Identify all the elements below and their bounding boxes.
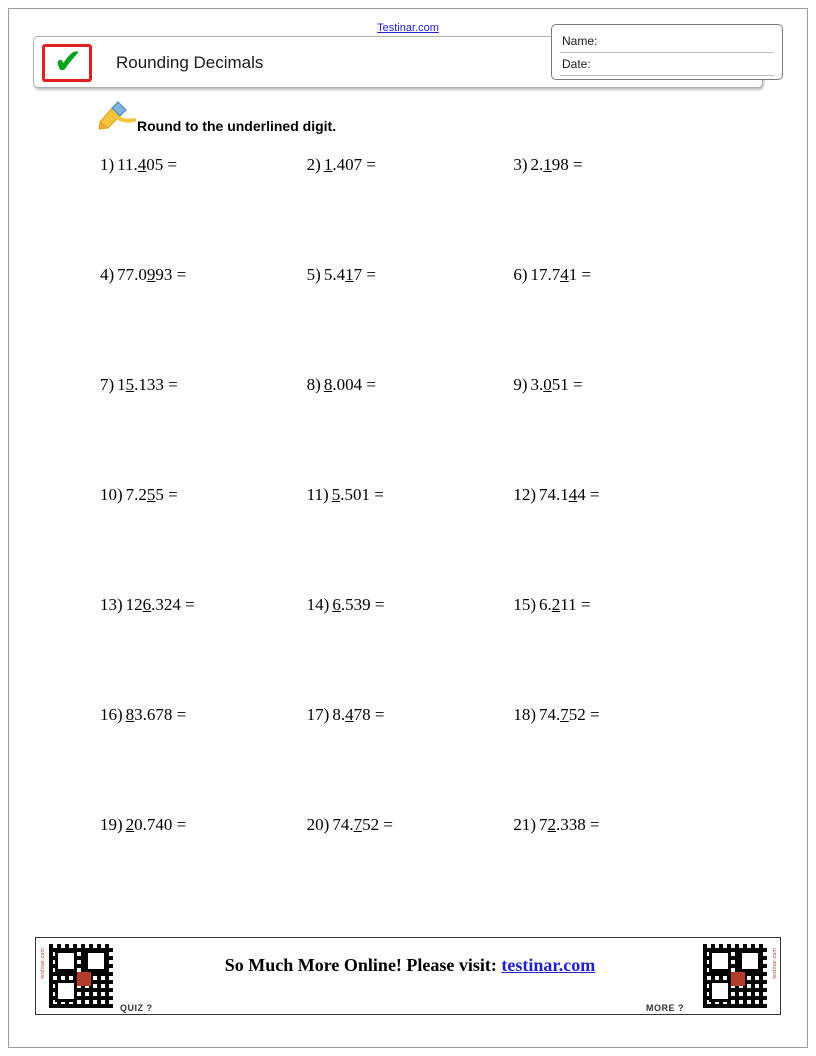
problem-item [307,155,514,265]
problem-underlined-digit: 4 [345,705,354,724]
problem-pre: 5.4 [323,265,346,284]
qr-finder-icon [709,980,731,1002]
problem-underlined-digit: 0 [543,375,552,394]
footer-promo [150,955,670,976]
problem-pre: 11. [117,155,138,174]
problem-post: 7 = [353,265,376,284]
problem-number: 13) [100,595,123,614]
problem-post: .539 = [340,595,385,614]
problem-pre: 2. [530,155,544,174]
qr-code-quiz[interactable] [46,941,116,1011]
date-label: Date: [562,57,591,71]
problem-post: .501 = [340,485,384,504]
problem-underlined-digit: 7 [353,815,363,834]
problem-number: 10) [100,485,123,504]
problem-item [100,815,307,925]
problem-pre: 77.0 [117,265,147,284]
problem-underlined-digit: 7 [560,705,569,724]
problem-number: 19) [100,815,123,834]
qr-finder-icon [709,950,731,972]
problems-grid [100,155,720,925]
problem-post: 98 = [551,155,583,174]
problem-underlined-digit: 8 [323,375,333,394]
problem-post: 93 = [155,265,187,284]
problem-number: 5) [306,265,321,284]
problem-item [513,705,720,815]
problem-underlined-digit: 4 [568,485,578,504]
quiz-caption: QUIZ ? [120,1003,153,1013]
problem-post: .004 = [332,375,376,394]
problem-post: 1 = [568,265,592,284]
problem-post: 05 = [146,155,178,174]
problem-post: 3.678 = [134,705,187,724]
instruction-text: Round to the underlined digit. [137,118,337,134]
problem-post: .407 = [332,155,376,174]
problem-number: 14) [306,595,330,614]
check-icon: ✔ [53,42,83,82]
problem-number: 11) [306,485,329,504]
problem-underlined-digit: 4 [137,155,147,174]
qr-center-logo [731,972,745,986]
problem-post: 51 = [551,375,583,394]
problem-number: 3) [513,155,528,174]
problem-pre: 7 [538,815,548,834]
qr-center-logo [77,972,91,986]
problem-post: .324 = [151,595,195,614]
problem-underlined-digit: 1 [323,155,333,174]
problem-number: 4) [100,265,115,284]
problem-pre: 74. [332,815,354,834]
problem-row [100,815,720,925]
more-caption: MORE ? [646,1003,684,1013]
qr-finder-icon [739,950,761,972]
problem-number: 8) [306,375,321,394]
problem-item [307,815,514,925]
problem-item [513,595,720,705]
problem-item [307,595,514,705]
problem-row [100,265,720,375]
problem-number: 6) [513,265,528,284]
problem-pre: 74.1 [538,485,569,504]
problem-number: 15) [513,595,536,614]
problem-number: 20) [306,815,330,834]
problem-item [307,375,514,485]
problem-post: 11 = [560,595,591,614]
problem-number: 17) [306,705,330,724]
problem-row [100,595,720,705]
date-input-rule[interactable] [560,75,774,76]
problem-pre: 8. [332,705,346,724]
problem-number: 7) [100,375,115,394]
name-input-rule[interactable] [560,52,774,53]
problem-number: 2) [306,155,321,174]
problem-pre: 1 [117,375,126,394]
qr-finder-icon [85,950,107,972]
problem-underlined-digit: 5 [331,485,341,504]
problem-item [513,375,720,485]
site-top-link[interactable]: Testinar.com [377,22,439,34]
problem-underlined-digit: 6 [142,595,152,614]
problem-underlined-digit: 2 [547,815,556,834]
qr-code-more[interactable] [700,941,770,1011]
problem-underlined-digit: 4 [560,265,569,284]
problem-underlined-digit: 5 [146,485,156,504]
problem-item [100,705,307,815]
problem-number: 12) [513,485,536,504]
problem-item [100,265,307,375]
problem-number: 21) [513,815,536,834]
problem-pre: 6. [538,595,552,614]
problem-underlined-digit: 2 [551,595,561,614]
problem-item [100,375,307,485]
footer-promo-link[interactable]: testinar.com [501,955,596,975]
problem-pre: 17.7 [530,265,561,284]
problem-row [100,485,720,595]
qr-left-side-text: testinar.com [40,948,46,979]
name-label: Name: [562,34,598,48]
problem-pre: 3. [530,375,544,394]
problem-post: 78 = [353,705,385,724]
problem-post: 5 = [155,485,178,504]
problem-row [100,705,720,815]
problem-post: .338 = [555,815,600,834]
problem-item [307,265,514,375]
problem-underlined-digit: 8 [125,705,135,724]
problem-underlined-digit: 5 [125,375,135,394]
problem-item [100,485,307,595]
name-date-box [551,24,783,80]
problem-underlined-digit: 1 [543,155,552,174]
problem-pre: 7.2 [125,485,147,504]
problem-number: 1) [100,155,115,174]
problem-post: .133 = [134,375,178,394]
qr-right-side-text: testinar.com [772,948,778,979]
problem-underlined-digit: 9 [146,265,156,284]
problem-number: 16) [100,705,123,724]
problem-item [100,595,307,705]
qr-finder-icon [55,950,77,972]
problem-pre: 74. [538,705,561,724]
problem-underlined-digit: 6 [332,595,341,614]
page-title: Rounding Decimals [116,53,264,72]
problem-item [513,485,720,595]
problem-number: 18) [513,705,536,724]
problem-item [100,155,307,265]
problem-item [513,265,720,375]
problem-item [307,485,514,595]
footer-promo-text: So Much More Online! Please visit: [224,955,502,975]
problem-pre: 12 [125,595,143,614]
problem-number: 9) [513,375,528,394]
qr-finder-icon [55,980,77,1002]
problem-item [513,155,720,265]
problem-post: 4 = [577,485,600,504]
pencil-icon [98,100,138,130]
problem-post: 52 = [568,705,600,724]
problem-row [100,375,720,485]
problem-post: 52 = [362,815,393,834]
problem-underlined-digit: 1 [345,265,354,284]
problem-post: 0.740 = [134,815,187,834]
problem-item [307,705,514,815]
problem-underlined-digit: 2 [125,815,135,834]
problem-row [100,155,720,265]
problem-item [513,815,720,925]
